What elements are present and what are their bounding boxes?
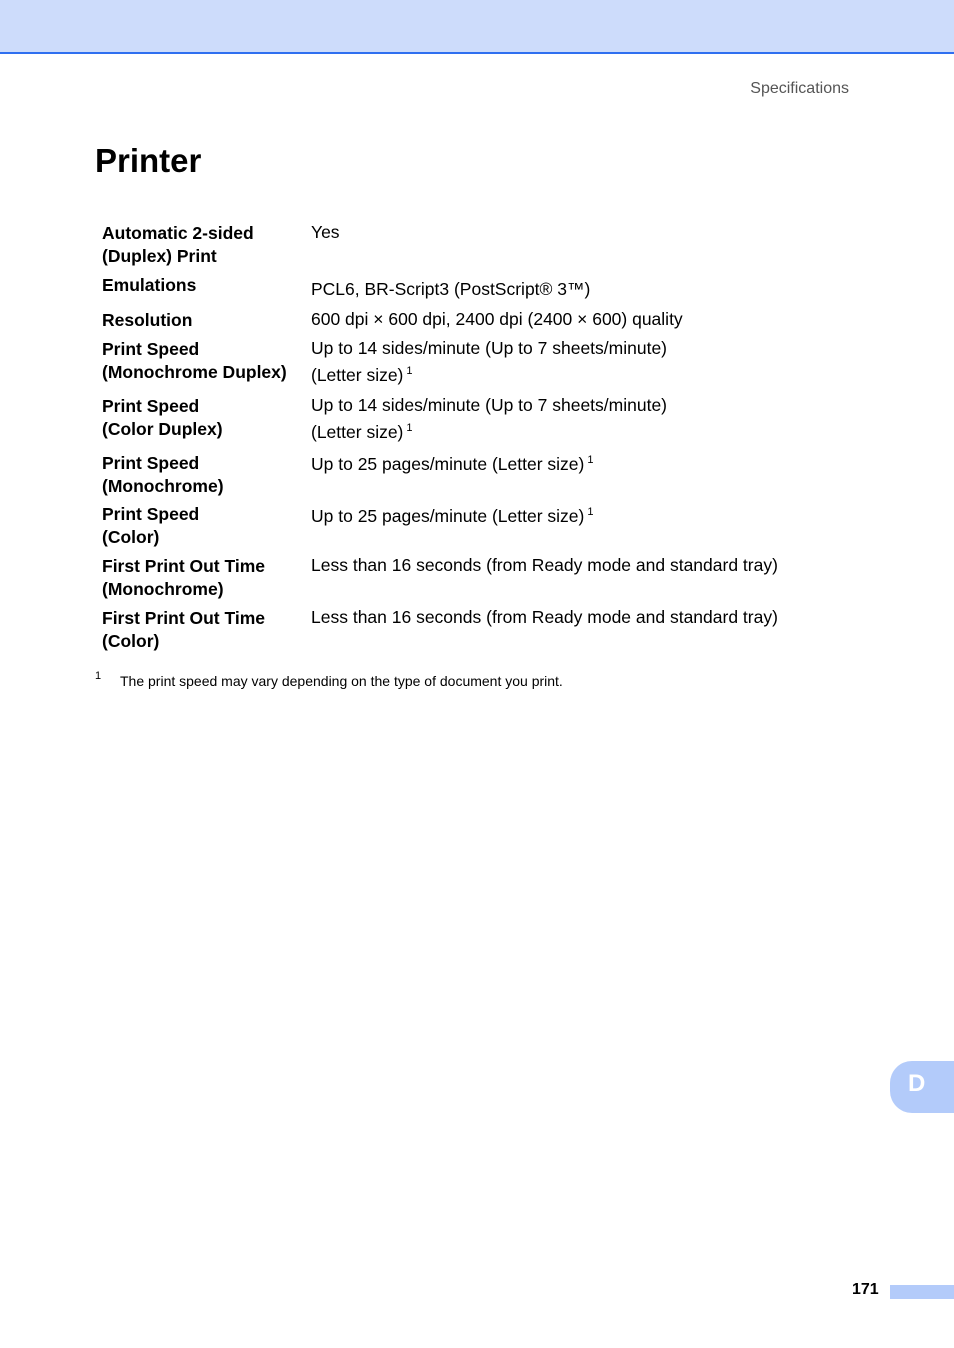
footnote-mark: 1 (95, 670, 102, 682)
footnote-ref: 1 (406, 365, 413, 377)
spec-label: Print Speed (Monochrome) (102, 453, 224, 496)
section-label: Specifications (750, 80, 849, 97)
footnote-ref: 1 (587, 454, 594, 466)
spec-value: PCL6, BR-Script3 (PostScript® 3™) (311, 279, 591, 299)
chapter-tab-letter: D (908, 1070, 926, 1097)
footnote-ref: 1 (406, 422, 413, 434)
footnote-text: The print speed may vary depending on the type of document you print. (120, 673, 563, 689)
spec-label: Resolution (102, 310, 193, 330)
page-number: 171 (852, 1281, 879, 1298)
spec-value: Up to 25 pages/minute (Letter size) $^1$ (311, 454, 594, 474)
spec-value: Up to 14 sides/minute (Up to 7 sheets/minute) (Letter size) $^1$ (311, 338, 668, 385)
spec-label: First Print Out Time (Color) (102, 608, 266, 651)
spec-label: Print Speed (Color Duplex) (102, 396, 223, 439)
page-title: Printer (95, 142, 202, 179)
spec-value: Yes (311, 222, 340, 242)
spec-label: Automatic 2-sided (Duplex) Print (102, 223, 254, 266)
spec-label: First Print Out Time (Monochrome) (102, 556, 266, 599)
spec-value: Less than 16 seconds (from Ready mode and standard tray) (311, 607, 778, 627)
spec-value: Less than 16 seconds (from Ready mode and standard tray) (311, 555, 778, 575)
footnote-ref: 1 (587, 506, 594, 518)
spec-value: Up to 14 sides/minute (Up to 7 sheets/minute) (Letter size) $^1$ (311, 395, 668, 442)
footer-bar (890, 1285, 954, 1299)
spec-value: 600 dpi × 600 dpi, 2400 dpi (2400 × 600) quality (311, 309, 683, 329)
spec-label: Emulations (102, 275, 197, 295)
spec-label: Print Speed (Monochrome Duplex) (102, 339, 287, 382)
header-band (0, 0, 954, 54)
spec-value: Up to 25 pages/minute (Letter size) $^1$ (311, 506, 594, 526)
spec-label: Print Speed (Color) (102, 504, 200, 547)
